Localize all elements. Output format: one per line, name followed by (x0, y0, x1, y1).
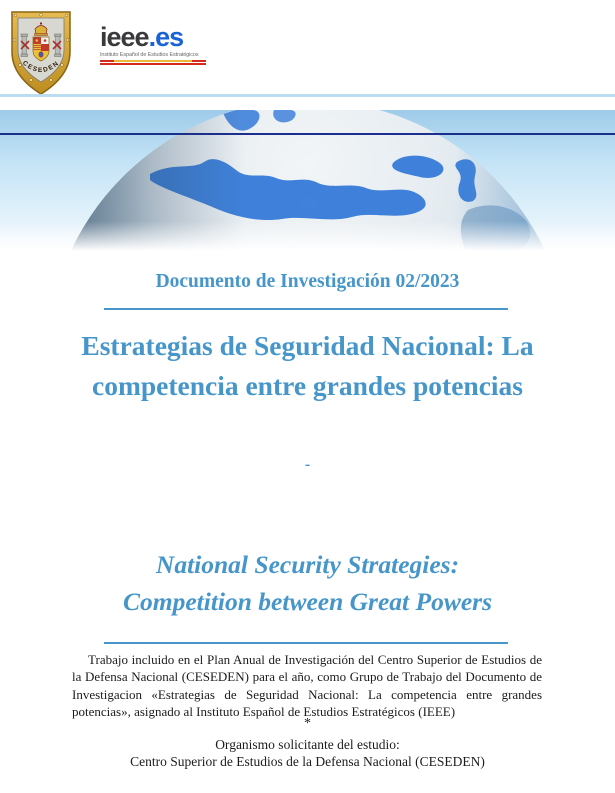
ieee-tld-text: .es (148, 22, 184, 52)
spanish-flag-bar-yellow (100, 60, 206, 62)
ieee-wordmark-text: ieee (100, 22, 149, 52)
shield-curved-label: CESEDEN (21, 59, 61, 75)
accent-rule-bottom (104, 642, 508, 644)
title-spanish-line-1: Estrategias de Seguridad Nacional: La (81, 330, 534, 361)
separator-dash: - (304, 456, 311, 473)
coat-of-arms-icon (10, 10, 72, 96)
navy-rule-line (0, 133, 615, 135)
title-spanish (0, 326, 615, 406)
abstract-paragraph: Trabajo incluido en el Plan Anual de Investigación del Centro Superior de Estudios de la Defensa Nacional (CESEDEN) para el año, como Grupo de Trabajo del Documento de Investigacion «Estrategias de Seguridad Nacional: La competencia entre grandes potencias», asignado al Instituto Español de Estudios Estratégicos (IEEE) (72, 652, 542, 719)
globe-banner (0, 110, 615, 255)
ceseden-shield-icon (10, 10, 72, 96)
asterisk-separator: * (304, 716, 311, 731)
ieee-es-logo (100, 24, 220, 65)
ieee-wordmark (100, 24, 220, 51)
title-spanish-line-2: competencia entre grandes potencias (91, 370, 524, 401)
ieee-subtitle: Instituto Español de Estudios Estratégicos (100, 52, 199, 58)
spanish-flag-bar-red (100, 63, 206, 65)
title-english-line-2: Competition between Great Powers (122, 587, 493, 616)
document-series-title: Documento de Investigación 02/2023 (155, 271, 460, 292)
banner-bottom-fade (0, 221, 615, 255)
accent-rule-top (104, 308, 508, 310)
title-english-line-1: National Security Strategies: (155, 550, 460, 579)
header-separator-line (0, 94, 615, 97)
title-english (0, 546, 615, 620)
requesting-body-name: Centro Superior de Estudios de la Defensa Nacional (CESEDEN) (130, 754, 485, 769)
requesting-body-label: Organismo solicitante del estudio: (215, 737, 400, 752)
